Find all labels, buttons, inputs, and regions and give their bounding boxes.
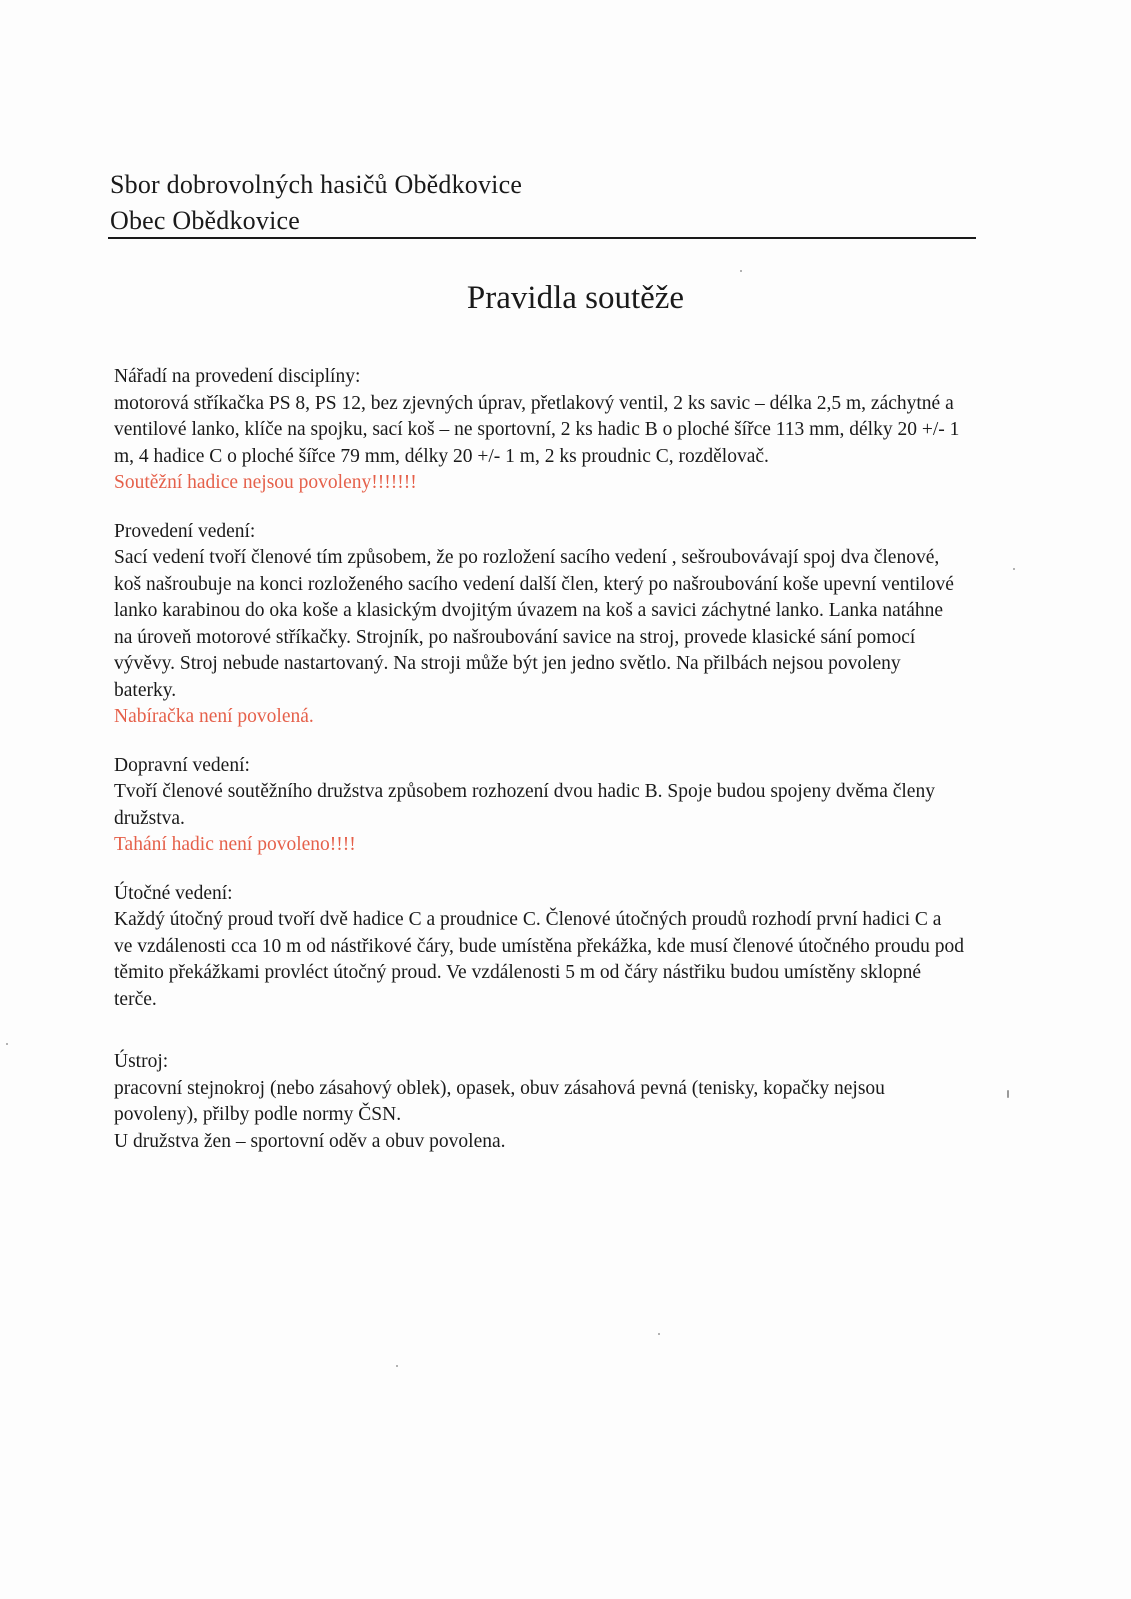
- section-heading: Ústroj:: [114, 1051, 169, 1072]
- organization-name: Sbor dobrovolných hasičů Obědkovice: [110, 170, 523, 199]
- section-body: motorová stříkačka PS 8, PS 12, bez zjevných úprav, přetlakový ventil, 2 ks savic – délka 2,5 m, záchytné a ventilové lanko, klíče na spojku, sací koš – ne sportovní, 2 ks hadic B o ploché šířce 113 mm, délky 20 +/- 1 m, 4 hadice C o ploché šířce 79 mm, délky 20 +/- 1 m, 2 ks proudnic C, rozdělovač.: [114, 392, 960, 467]
- scan-speck: [740, 270, 742, 272]
- scan-speck: [1013, 568, 1015, 570]
- letterhead: [110, 167, 980, 239]
- section-procedure: [114, 519, 964, 731]
- letterhead-divider: [108, 237, 976, 239]
- document-title: Pravidla soutěže: [466, 280, 685, 316]
- section-supply-line: [114, 753, 964, 859]
- scan-speck: [658, 1333, 660, 1335]
- section-heading: Útočné vedení:: [114, 882, 233, 904]
- section-warning: Soutěžní hadice nejsou povoleny!!!!!!!: [114, 472, 417, 493]
- section-heading: Dopravní vedení:: [114, 754, 250, 776]
- section-body: pracovní stejnokroj (nebo zásahový oblek), opasek, obuv zásahová pevná (tenisky, kopačky nejsou povoleny), přilby podle normy ČSN.: [114, 1077, 885, 1125]
- section-outfit: [114, 1049, 964, 1155]
- scan-speck: [396, 1365, 398, 1367]
- section-body: Každý útočný proud tvoří dvě hadice C a proudnice C. Členové útočných proudů rozhodí první hadici C a ve vzdálenosti cca 10 m od nástřikové čáry, bude umístěna překážka, kde musí členové útočného proudu pod těmito překážkami provléct útočný proud. Ve vzdálenosti 5 m od čáry nástřiku budou umístěny sklopné terče.: [114, 909, 964, 1010]
- section-heading: Provedení vedení:: [114, 520, 256, 542]
- document-body: [114, 364, 964, 1177]
- scan-speck: [1007, 1090, 1009, 1098]
- section-body: Tvoří členové soutěžního družstva způsobem rozhození dvou hadic B. Spoje budou spojeny dvěma členy družstva.: [114, 781, 935, 829]
- section-warning: Nabíračka není povolená.: [114, 706, 314, 727]
- section-heading: Nářadí na provedení disciplíny:: [114, 366, 361, 387]
- section-warning: Tahání hadic není povoleno!!!!: [114, 834, 356, 855]
- municipality-name: Obec Obědkovice: [110, 206, 300, 235]
- section-body: Sací vedení tvoří členové tím způsobem, že po rozložení sacího vedení , sešroubovávají spoj dva členové, koš našroubuje na konci rozloženého sacího vedení další člen, který po našroubování koše upevní ventilové lanko karabinou do oka koše a klasickým dvojitým úvazem na koš a savici záchytné lanko. Lanka natáhne na úroveň motorové stříkačky. Strojník, po našroubování savice na stroj, provede klasické sání pomocí vývěvy. Stroj nebude nastartovaný. Na stroji může být jen jedno světlo. Na přilbách nejsou povoleny baterky.: [114, 547, 954, 701]
- section-attack-line: [114, 881, 964, 1014]
- section-equipment: [114, 364, 964, 497]
- section-body-women: U družstva žen – sportovní oděv a obuv povolena.: [114, 1130, 506, 1152]
- scan-speck: [6, 1043, 8, 1045]
